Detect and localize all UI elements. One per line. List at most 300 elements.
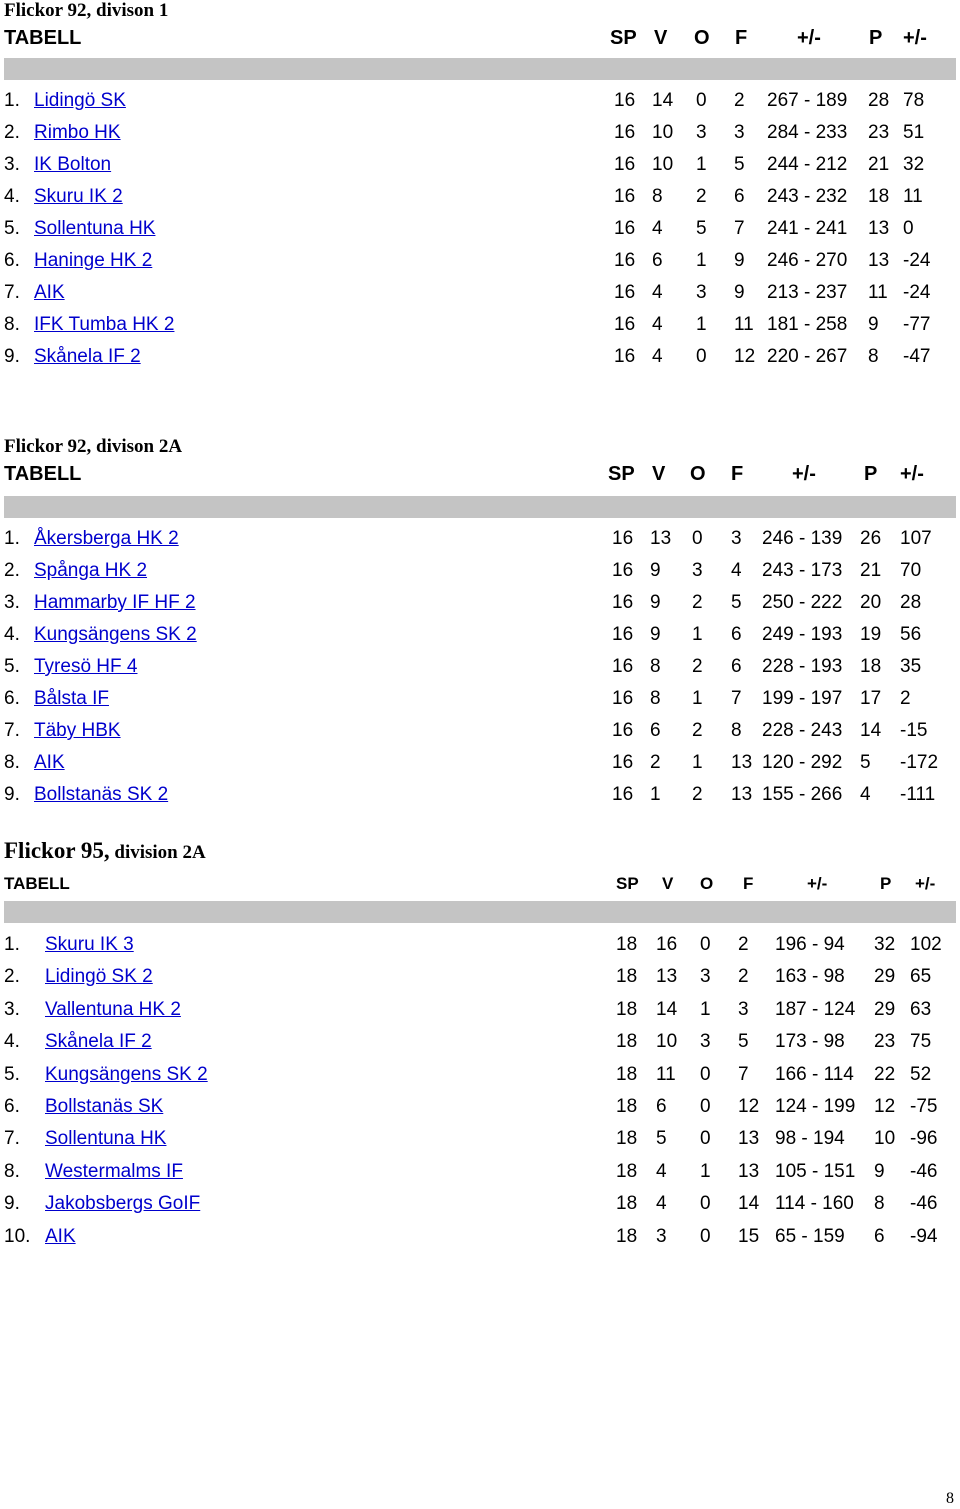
draws: 3 — [700, 966, 711, 988]
position: 7. — [4, 720, 20, 741]
table-row — [0, 312, 960, 344]
points: 4 — [860, 784, 871, 805]
points: 8 — [874, 1193, 885, 1215]
played: 18 — [616, 1031, 638, 1053]
played: 16 — [614, 250, 636, 271]
points: 18 — [868, 186, 890, 207]
wins: 3 — [656, 1225, 667, 1247]
losses: 7 — [738, 1063, 749, 1085]
table-row — [0, 782, 960, 814]
losses: 2 — [734, 90, 745, 111]
goal-diff: 28 — [900, 592, 922, 613]
table-row — [0, 750, 960, 782]
goal-diff: -47 — [903, 346, 931, 367]
goals: 284 - 233 — [767, 122, 848, 143]
team-link[interactable]: Åkersberga HK 2 — [34, 528, 179, 549]
points: 32 — [874, 934, 896, 955]
losses: 13 — [731, 752, 753, 773]
goal-diff: -46 — [910, 1193, 938, 1215]
points: 20 — [860, 592, 882, 613]
losses: 13 — [731, 784, 753, 805]
draws: 2 — [692, 656, 703, 677]
position: 9. — [4, 1193, 20, 1215]
position: 1. — [4, 934, 20, 955]
wins: 6 — [650, 720, 661, 741]
position: 5. — [4, 656, 20, 677]
goals: 228 - 243 — [762, 720, 843, 741]
points: 22 — [874, 1063, 896, 1085]
header-sp: SP — [608, 463, 635, 485]
title-main: Flickor 95, — [4, 838, 110, 863]
played: 16 — [614, 218, 636, 239]
points: 13 — [868, 250, 890, 271]
draws: 2 — [692, 720, 703, 741]
team-link[interactable]: Kungsängens SK 2 — [45, 1063, 208, 1085]
section-title: Flickor 92, divison 2A — [4, 436, 183, 457]
goal-diff: 2 — [900, 688, 911, 709]
goal-diff: -111 — [900, 784, 936, 805]
header-pd: +/- — [903, 27, 927, 49]
wins: 9 — [650, 560, 661, 581]
team-link[interactable]: Vallentuna HK 2 — [45, 998, 181, 1020]
goal-diff: -94 — [910, 1225, 938, 1247]
draws: 1 — [692, 688, 703, 709]
draws: 0 — [696, 346, 707, 367]
draws: 0 — [700, 1193, 711, 1215]
header-label: TABELL — [4, 874, 70, 893]
draws: 1 — [692, 752, 703, 773]
team-link[interactable]: Lidingö SK — [34, 90, 126, 111]
points: 13 — [868, 218, 890, 239]
played: 18 — [616, 1160, 638, 1182]
header-p: P — [864, 463, 878, 485]
losses: 7 — [731, 688, 742, 709]
points: 9 — [874, 1160, 885, 1182]
points: 12 — [874, 1095, 896, 1117]
played: 16 — [614, 314, 636, 335]
goals: 114 - 160 — [775, 1193, 854, 1215]
points: 11 — [868, 282, 888, 303]
losses: 9 — [734, 250, 745, 271]
goal-diff: -24 — [903, 282, 931, 303]
team-link[interactable]: IFK Tumba HK 2 — [34, 314, 175, 335]
wins: 4 — [652, 218, 663, 239]
played: 18 — [616, 1128, 638, 1150]
wins: 16 — [656, 934, 678, 955]
draws: 0 — [696, 90, 707, 111]
played: 16 — [612, 752, 634, 773]
wins: 4 — [652, 314, 663, 335]
points: 29 — [874, 966, 896, 988]
team-link[interactable]: Bollstanäs SK 2 — [34, 784, 169, 805]
position: 1. — [4, 90, 20, 111]
played: 16 — [612, 720, 634, 741]
standings-table — [0, 932, 960, 1256]
team-link[interactable]: Jakobsbergs GoIF — [45, 1193, 201, 1215]
table-row — [0, 88, 960, 120]
points: 10 — [874, 1128, 896, 1150]
losses: 2 — [738, 934, 749, 955]
team-link[interactable]: Bålsta IF — [34, 688, 109, 709]
goal-diff: 11 — [903, 186, 923, 207]
table-row — [0, 1029, 960, 1061]
draws: 2 — [696, 186, 707, 207]
header-p: P — [869, 27, 883, 49]
table-row — [0, 558, 960, 590]
points: 21 — [860, 560, 882, 581]
goals: 246 - 139 — [762, 528, 843, 549]
played: 18 — [616, 1193, 638, 1215]
goal-diff: 32 — [903, 154, 925, 175]
table-row — [0, 526, 960, 558]
team-link[interactable]: Tyresö HF 4 — [34, 656, 138, 677]
position: 5. — [4, 1063, 20, 1085]
wins: 4 — [656, 1193, 667, 1215]
played: 16 — [614, 282, 636, 303]
table-header — [0, 26, 960, 50]
team-link[interactable]: Spånga HK 2 — [34, 560, 148, 581]
team-link[interactable]: Kungsängens SK 2 — [34, 624, 197, 645]
header-f: F — [743, 874, 754, 893]
position: 4. — [4, 624, 20, 645]
wins: 5 — [656, 1128, 667, 1150]
team-link[interactable]: Täby HBK — [34, 720, 121, 741]
losses: 12 — [734, 346, 756, 367]
header-pd: +/- — [900, 463, 924, 485]
goals: 228 - 193 — [762, 656, 843, 677]
wins: 4 — [652, 346, 663, 367]
played: 16 — [612, 688, 634, 709]
draws: 2 — [692, 592, 703, 613]
wins: 4 — [656, 1160, 667, 1182]
wins: 10 — [652, 122, 674, 143]
losses: 3 — [738, 998, 749, 1020]
table-row — [0, 216, 960, 248]
header-sp: SP — [616, 874, 639, 893]
played: 16 — [612, 560, 634, 581]
team-link[interactable]: Lidingö SK 2 — [45, 966, 153, 988]
points: 23 — [874, 1031, 896, 1053]
goal-diff: 0 — [903, 218, 914, 239]
goals: 199 - 197 — [762, 688, 843, 709]
goals: 243 - 173 — [762, 560, 843, 581]
team-link[interactable]: AIK — [34, 752, 65, 773]
points: 18 — [860, 656, 882, 677]
played: 16 — [612, 624, 634, 645]
losses: 6 — [731, 656, 742, 677]
goal-diff: -77 — [903, 314, 931, 335]
points: 28 — [868, 90, 890, 111]
draws: 0 — [700, 934, 711, 955]
points: 26 — [860, 528, 882, 549]
points: 19 — [860, 624, 882, 645]
losses: 8 — [731, 720, 742, 741]
played: 18 — [616, 998, 638, 1020]
draws: 3 — [692, 560, 703, 581]
losses: 15 — [738, 1225, 760, 1247]
played: 18 — [616, 1095, 638, 1117]
played: 16 — [614, 186, 636, 207]
goals: 267 - 189 — [767, 90, 848, 111]
played: 18 — [616, 966, 638, 988]
header-f: F — [731, 463, 744, 485]
goal-diff: -15 — [900, 720, 928, 741]
position: 5. — [4, 218, 20, 239]
table-row — [0, 997, 960, 1029]
team-link[interactable]: IK Bolton — [34, 154, 112, 175]
goal-diff: 65 — [910, 966, 932, 988]
position: 8. — [4, 314, 20, 335]
wins: 2 — [650, 752, 661, 773]
losses: 12 — [738, 1095, 760, 1117]
table-row — [0, 1094, 960, 1126]
team-link[interactable]: Bollstanäs SK — [45, 1095, 164, 1117]
position: 6. — [4, 1095, 20, 1117]
goals: 65 - 159 — [775, 1225, 845, 1247]
goals: 187 - 124 — [775, 998, 856, 1020]
draws: 3 — [696, 282, 707, 303]
header-o: O — [700, 874, 714, 893]
table-row — [0, 280, 960, 312]
wins: 6 — [656, 1095, 667, 1117]
table-row — [0, 1126, 960, 1158]
goals: 166 - 114 — [775, 1063, 854, 1085]
goals: 246 - 270 — [767, 250, 848, 271]
wins: 1 — [650, 784, 661, 805]
draws: 0 — [692, 528, 703, 549]
losses: 4 — [731, 560, 742, 581]
header-goals: +/- — [792, 463, 816, 485]
header-o: O — [690, 463, 706, 485]
position: 2. — [4, 966, 20, 988]
goal-diff: 51 — [903, 122, 925, 143]
header-goals: +/- — [797, 27, 821, 49]
table-row — [0, 1062, 960, 1094]
losses: 2 — [738, 966, 749, 988]
wins: 14 — [652, 90, 674, 111]
draws: 1 — [696, 314, 707, 335]
goal-diff: -172 — [900, 752, 939, 773]
losses: 6 — [731, 624, 742, 645]
table-row — [0, 1191, 960, 1223]
goals: 241 - 241 — [767, 218, 848, 239]
losses: 9 — [734, 282, 745, 303]
points: 21 — [868, 154, 890, 175]
losses: 5 — [738, 1031, 749, 1053]
position: 3. — [4, 592, 20, 613]
points: 14 — [860, 720, 882, 741]
goal-diff: -46 — [910, 1160, 938, 1182]
played: 16 — [612, 528, 634, 549]
table-row — [0, 932, 960, 964]
table-row — [0, 344, 960, 376]
table-row — [0, 964, 960, 996]
losses: 5 — [734, 154, 745, 175]
goal-diff: 35 — [900, 656, 922, 677]
team-link[interactable]: Sollentuna HK — [45, 1128, 167, 1150]
team-link[interactable]: AIK — [34, 282, 65, 303]
draws: 0 — [700, 1095, 711, 1117]
losses: 13 — [738, 1160, 760, 1182]
losses: 7 — [734, 218, 745, 239]
goals: 120 - 292 — [762, 752, 843, 773]
goal-diff: -24 — [903, 250, 931, 271]
header-pd: +/- — [915, 874, 936, 893]
team-link[interactable]: Rimbo HK — [34, 122, 121, 143]
goals: 173 - 98 — [775, 1031, 845, 1053]
goals: 124 - 199 — [775, 1095, 856, 1117]
points: 6 — [874, 1225, 885, 1247]
goal-diff: -96 — [910, 1128, 938, 1150]
draws: 0 — [700, 1063, 711, 1085]
header-bar — [4, 901, 956, 923]
draws: 3 — [700, 1031, 711, 1053]
position: 7. — [4, 1128, 20, 1150]
losses: 11 — [734, 314, 754, 335]
played: 18 — [616, 1063, 638, 1085]
points: 5 — [860, 752, 871, 773]
table-row — [0, 654, 960, 686]
position: 8. — [4, 752, 20, 773]
losses: 14 — [738, 1193, 760, 1215]
position: 1. — [4, 528, 20, 549]
goals: 243 - 232 — [767, 186, 848, 207]
goals: 244 - 212 — [767, 154, 848, 175]
played: 18 — [616, 934, 638, 955]
points: 23 — [868, 122, 890, 143]
losses: 6 — [734, 186, 745, 207]
team-link[interactable]: Skuru IK 3 — [45, 934, 134, 955]
team-link[interactable]: AIK — [45, 1225, 76, 1247]
header-f: F — [735, 27, 748, 49]
header-sp: SP — [610, 27, 637, 49]
draws: 1 — [696, 154, 707, 175]
table-row — [0, 248, 960, 280]
losses: 5 — [731, 592, 742, 613]
points: 29 — [874, 998, 896, 1020]
standings-table — [0, 526, 960, 814]
position: 10. — [4, 1225, 31, 1247]
table-row — [0, 1224, 960, 1256]
table-row — [0, 120, 960, 152]
played: 16 — [614, 122, 636, 143]
section-title — [4, 838, 206, 864]
goals: 220 - 267 — [767, 346, 848, 367]
header-v: V — [654, 27, 668, 49]
draws: 3 — [696, 122, 707, 143]
table-header — [0, 462, 960, 486]
goals: 196 - 94 — [775, 934, 845, 955]
draws: 1 — [700, 998, 711, 1020]
draws: 5 — [696, 218, 707, 239]
table-row — [0, 686, 960, 718]
position: 3. — [4, 154, 20, 175]
team-link[interactable]: Haninge HK 2 — [34, 250, 153, 271]
goal-diff: -75 — [910, 1095, 938, 1117]
goal-diff: 70 — [900, 560, 922, 581]
goals: 155 - 266 — [762, 784, 843, 805]
goal-diff: 102 — [910, 934, 942, 955]
wins: 8 — [650, 656, 661, 677]
played: 18 — [616, 1225, 638, 1247]
played: 16 — [612, 784, 634, 805]
goal-diff: 107 — [900, 528, 932, 549]
header-bar — [4, 496, 956, 518]
title-rest: division 2A — [114, 842, 206, 863]
header-goals: +/- — [807, 874, 828, 893]
position: 7. — [4, 282, 20, 303]
header-v: V — [652, 463, 666, 485]
header-label: TABELL — [4, 27, 82, 49]
wins: 8 — [652, 186, 663, 207]
goal-diff: 75 — [910, 1031, 932, 1053]
goals: 105 - 151 — [775, 1160, 856, 1182]
wins: 9 — [650, 624, 661, 645]
wins: 13 — [656, 966, 678, 988]
wins: 4 — [652, 282, 663, 303]
position: 6. — [4, 250, 20, 271]
losses: 3 — [731, 528, 742, 549]
goals: 250 - 222 — [762, 592, 843, 613]
goals: 181 - 258 — [767, 314, 848, 335]
team-link[interactable]: Skuru IK 2 — [34, 186, 123, 207]
team-link[interactable]: Skånela IF 2 — [45, 1031, 152, 1053]
draws: 0 — [700, 1128, 711, 1150]
points: 8 — [868, 346, 879, 367]
goal-diff: 52 — [910, 1063, 932, 1085]
table-row — [0, 622, 960, 654]
goals: 163 - 98 — [775, 966, 845, 988]
points: 17 — [860, 688, 882, 709]
wins: 10 — [656, 1031, 678, 1053]
team-link[interactable]: Hammarby IF HF 2 — [34, 592, 196, 613]
table-row — [0, 718, 960, 750]
table-row — [0, 184, 960, 216]
team-link[interactable]: Westermalms IF — [45, 1160, 183, 1182]
wins: 14 — [656, 998, 678, 1020]
header-label: TABELL — [4, 463, 82, 485]
goal-diff: 56 — [900, 624, 922, 645]
played: 16 — [614, 154, 636, 175]
draws: 0 — [700, 1225, 711, 1247]
section-title: Flickor 92, divison 1 — [4, 0, 169, 21]
position: 2. — [4, 560, 20, 581]
draws: 1 — [700, 1160, 711, 1182]
played: 16 — [614, 346, 636, 367]
table-row — [0, 590, 960, 622]
team-link[interactable]: Skånela IF 2 — [34, 346, 141, 367]
position: 9. — [4, 346, 20, 367]
draws: 2 — [692, 784, 703, 805]
wins: 6 — [652, 250, 663, 271]
played: 16 — [614, 90, 636, 111]
goals: 98 - 194 — [775, 1128, 845, 1150]
table-header — [0, 872, 960, 896]
losses: 13 — [738, 1128, 760, 1150]
position: 8. — [4, 1160, 20, 1182]
position: 3. — [4, 998, 20, 1020]
header-v: V — [662, 874, 674, 893]
draws: 1 — [696, 250, 707, 271]
team-link[interactable]: Sollentuna HK — [34, 218, 156, 239]
position: 6. — [4, 688, 20, 709]
header-bar — [4, 58, 956, 80]
position: 4. — [4, 186, 20, 207]
losses: 3 — [734, 122, 745, 143]
goal-diff: 63 — [910, 998, 932, 1020]
played: 16 — [612, 592, 634, 613]
played: 16 — [612, 656, 634, 677]
